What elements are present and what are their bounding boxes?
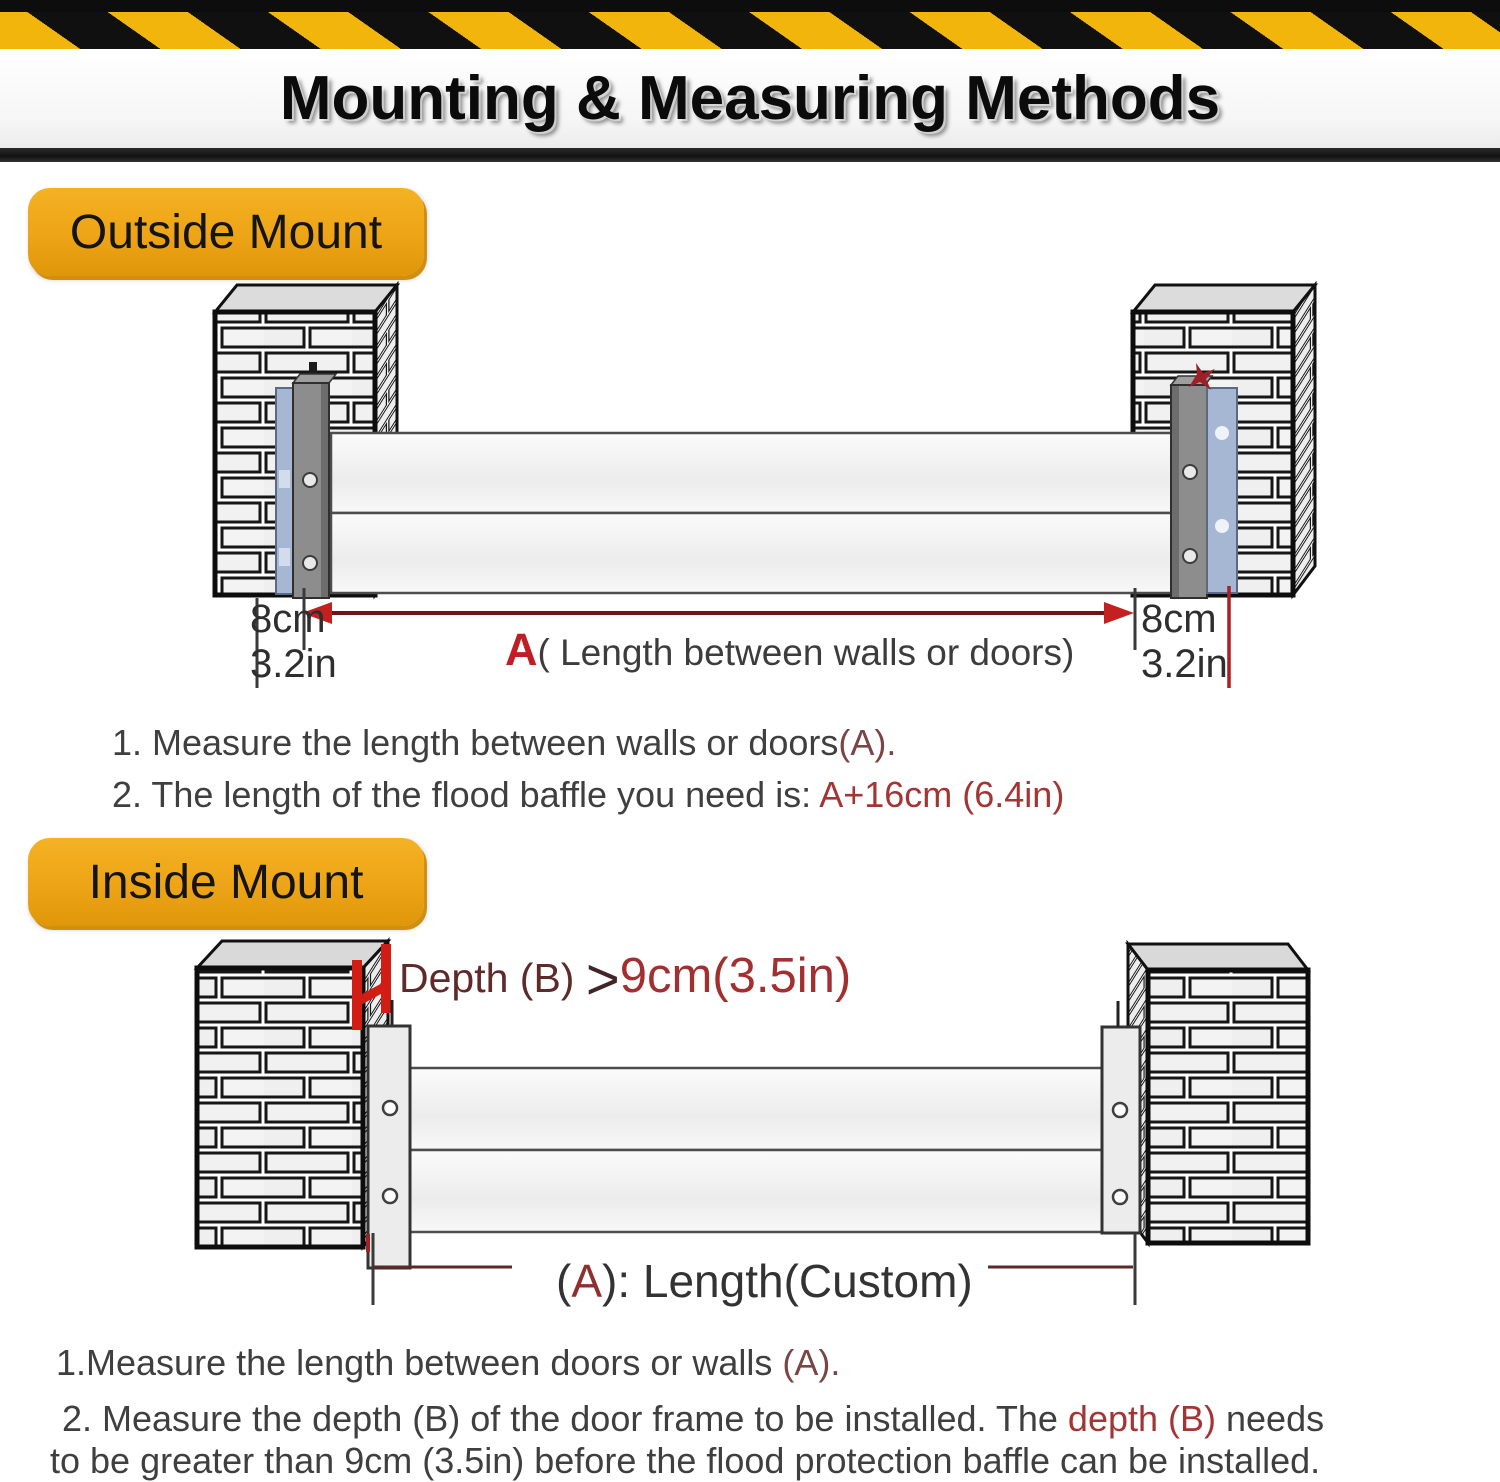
inside-step-1: 1.Measure the length between doors or walls (A). [56,1342,841,1383]
inside-right-pillar [1128,944,1308,1243]
inside-mount-badge [28,838,424,926]
page-title: Mounting & Measuring Methods [279,64,1221,133]
right-bracket [1171,376,1212,598]
inside-step-2: 2. Measure the depth (B) of the door frame to be installed. The depth (B) needs [62,1398,1325,1439]
outside-step-2: 2. The length of the flood baffle you need is: A+16cm (6.4in) [112,774,1065,815]
outside-mount-badge-label: Outside Mount [69,205,383,259]
outside-mount-badge [28,188,424,276]
right-dimension: 8cm 3.2in [1141,597,1228,686]
inside-dimension-label: (A): Length(Custom) [556,1255,973,1307]
dimension-arrow [302,602,1134,624]
left-mount-plate [368,1026,410,1268]
right-mount-plate [1102,1001,1140,1233]
left-gasket [276,388,293,594]
outside-step-1: 1. Measure the length between walls or doors(A). [112,722,897,763]
hazard-top-strip [0,0,1500,12]
inside-mount-badge-label: Inside Mount [88,855,364,909]
right-gasket [1207,388,1237,593]
left-bracket [293,362,336,598]
inside-step-3: to be greater than 9cm (3.5in) before the flood protection baffle can be installed. [50,1440,1321,1481]
span-caption: A( Length between walls or doors) [505,624,1075,675]
hazard-stripe-band [0,12,1500,49]
depth-caption: Depth (B) >9cm(3.5in) [399,947,852,1012]
left-dimension: 8cm 3.2in [250,597,337,686]
flood-baffle [331,433,1175,593]
span-a-label: A [505,624,538,675]
inside-flood-baffle [400,1068,1110,1232]
title-band [0,49,1500,148]
header-shadow-bar [0,148,1500,162]
